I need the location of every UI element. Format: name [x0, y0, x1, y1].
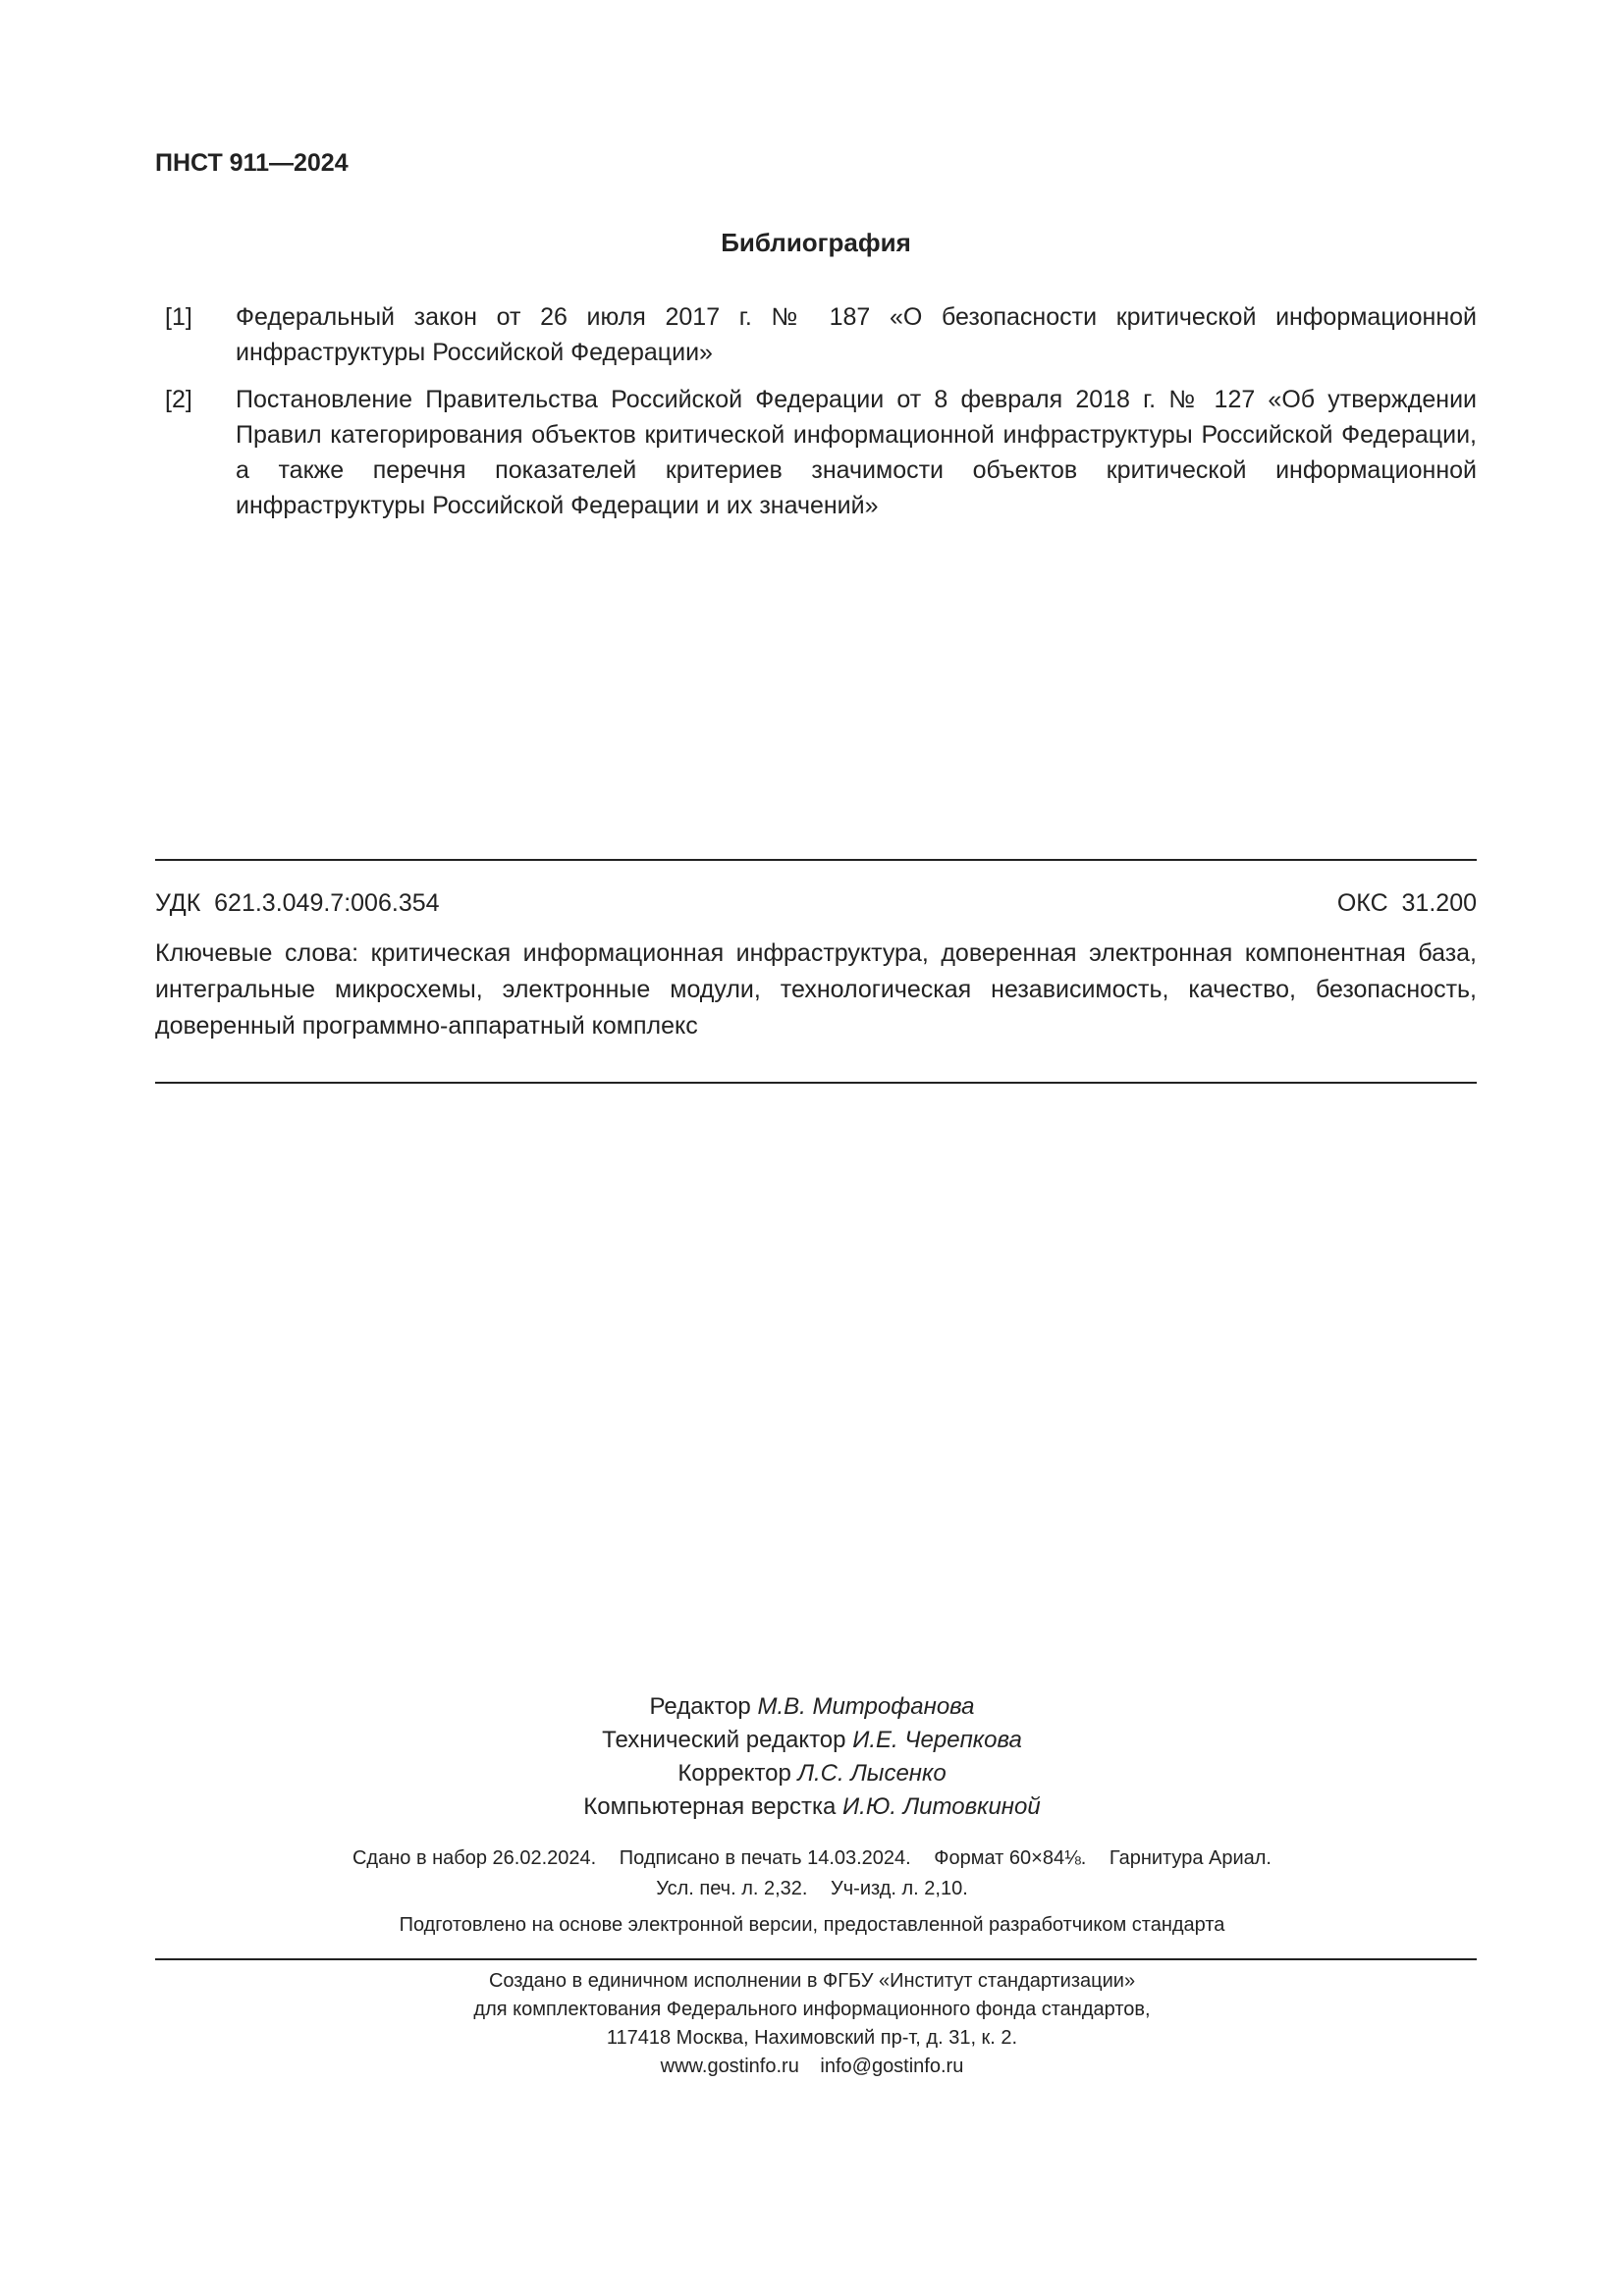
- publisher-address: 117418 Москва, Нахимовский пр-т, д. 31, к. 2.: [606, 2027, 1018, 2049]
- credit-role: Компьютерная верстка: [583, 1793, 837, 1820]
- credit-line: [0, 1690, 1624, 1724]
- paper-format: Формат 60×84⅛.: [934, 1847, 1087, 1869]
- publisher-contacts: [0, 2053, 1624, 2081]
- publisher-divider: [155, 1958, 1477, 1960]
- publisher-line: Создано в единичном исполнении в ФГБУ «Институт стандартизации»: [488, 1970, 1136, 1992]
- website-link[interactable]: www.gostinfo.ru: [660, 2056, 799, 2077]
- credit-name: Л.С. Лысенко: [797, 1760, 947, 1787]
- udk-code: УДК 621.3.049.7:006.354: [155, 889, 440, 917]
- credit-role: Технический редактор: [602, 1727, 846, 1753]
- print-sheets: Усл. печ. л. 2,32.: [656, 1878, 808, 1899]
- credit-line: [0, 1790, 1624, 1824]
- bottom-divider: [155, 1082, 1477, 1084]
- bibliography-title: Библиография: [721, 228, 911, 257]
- submitted-date: Сдано в набор 26.02.2024.: [352, 1847, 597, 1869]
- print-info: [0, 1843, 1624, 1904]
- signed-date: Подписано в печать 14.03.2024.: [619, 1847, 911, 1869]
- bibliography-list: [155, 299, 1477, 535]
- bibliography-item-number: [2]: [165, 386, 192, 413]
- credit-name: И.Ю. Литовкиной: [842, 1793, 1041, 1820]
- print-info-line: [0, 1843, 1624, 1874]
- bibliography-item: [155, 382, 1477, 523]
- publisher-block: [0, 1967, 1624, 2081]
- top-divider: [155, 859, 1477, 861]
- credits-block: [0, 1690, 1624, 1824]
- email-link[interactable]: info@gostinfo.ru: [820, 2056, 964, 2077]
- credit-role: Редактор: [649, 1693, 751, 1720]
- credit-role: Корректор: [677, 1760, 791, 1787]
- print-info-line: [0, 1874, 1624, 1904]
- document-code: ПНСТ 911—2024: [155, 149, 349, 177]
- credit-name: М.В. Митрофанова: [757, 1693, 975, 1720]
- typeface: Гарнитура Ариал.: [1109, 1847, 1272, 1869]
- bibliography-item: [155, 299, 1477, 370]
- keywords-paragraph: Ключевые слова: критическая информационная инфраструктура, доверенная электронная компонентная база, интегральные микросхемы, электронные модули, технологическая независимость, качество, безопасность, доверенный программно-аппаратный комплекс: [155, 939, 1477, 1040]
- credit-name: И.Е. Черепкова: [852, 1727, 1022, 1753]
- publisher-sheets: Уч-изд. л. 2,10.: [831, 1878, 968, 1899]
- credit-line: [0, 1757, 1624, 1790]
- credit-line: [0, 1724, 1624, 1757]
- oks-code: ОКС 31.200: [1336, 889, 1477, 917]
- prepared-note: Подготовлено на основе электронной версии, предоставленной разработчиком стандарта: [399, 1914, 1225, 1936]
- bibliography-item-number: [1]: [165, 303, 192, 331]
- classification-row: [155, 889, 1477, 918]
- bibliography-item-text: Федеральный закон от 26 июля 2017 г. № 187 «О безопасности критической информационной инфраструктуры Российской Федерации»: [236, 303, 1477, 366]
- publisher-line: для комплектования Федерального информационного фонда стандартов,: [473, 1999, 1151, 2020]
- bibliography-item-text: Постановление Правительства Российской Федерации от 8 февраля 2018 г. № 127 «Об утверждении Правил категорирования объектов критической информационной инфраструктуры Российской Федерации, а также перечня показателей критериев значимости объектов критической информационной инфраструктуры Российской Федерации и их значений»: [236, 386, 1477, 519]
